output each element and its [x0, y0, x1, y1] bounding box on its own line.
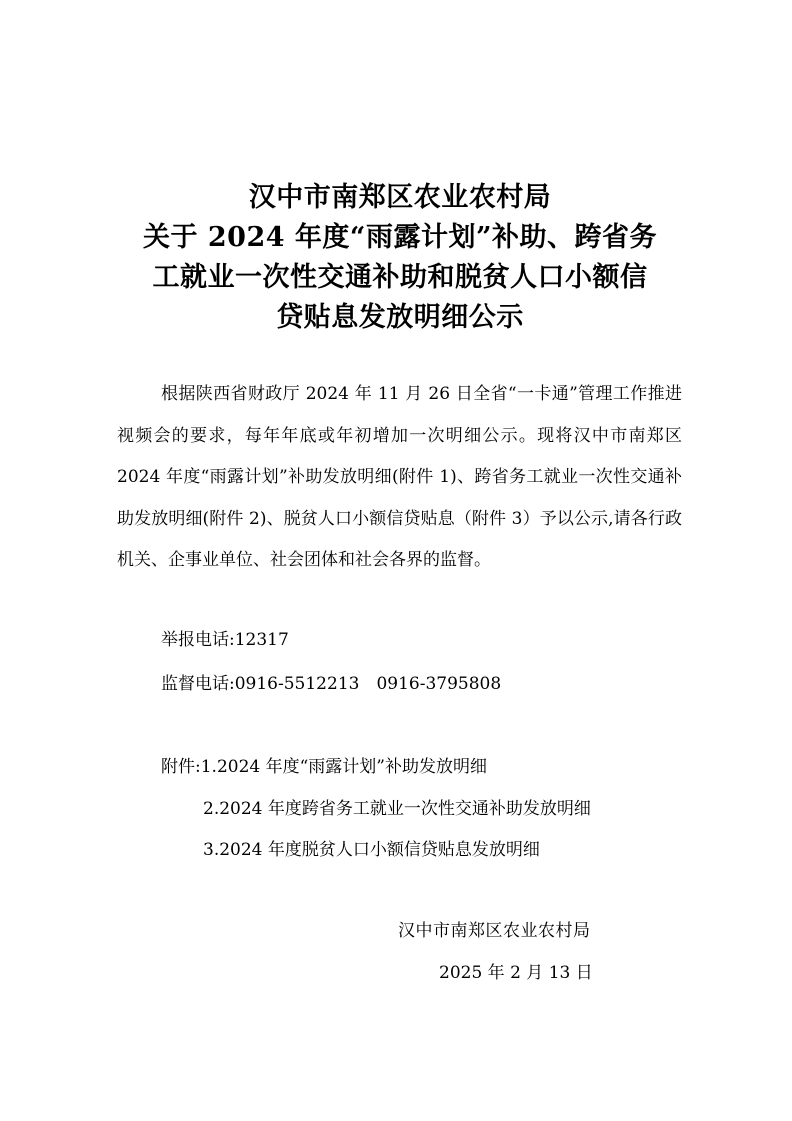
attachment-item-1: 附件:1.2024 年度“雨露计划”补助发放明细: [161, 757, 487, 777]
document-title: [100, 178, 700, 338]
title-line-2: 关于 2024 年度“雨露计划”补助、跨省务: [142, 222, 657, 253]
attachment-item-2: 2.2024 年度跨省务工就业一次性交通补助发放明细: [203, 799, 591, 819]
supervise-phone-line: 监督电话:0916-5512213 0916-3795808: [161, 674, 502, 694]
signature-date: 2025 年 2 月 13 日: [439, 963, 593, 983]
body-section: [117, 374, 682, 582]
report-phone-line: 举报电话:12317: [161, 630, 289, 650]
title-line-3: 工就业一次性交通补助和脱贫人口小额信: [152, 262, 648, 293]
signature-organization: 汉中市南郑区农业农村局: [398, 921, 591, 941]
title-line-4: 贷贴息发放明细公示: [276, 302, 524, 333]
body-paragraph: 根据陕西省财政厅 2024 年 11 月 26 日全省“一卡通”管理工作推进视频会的要求，每年年底或年初增加一次明细公示。现将汉中市南郑区 2024 年度“雨露计划”补助发放明细(附件 1)、跨省务工就业一次性交通补助发放明细(附件 2)、脱贫人口小额信贷贴息（附件 3）予以公示,请各行政机关、企事业单位、社会团体和社会各界的监督。: [117, 384, 682, 570]
attachment-item-3: 3.2024 年度脱贫人口小额信贷贴息发放明细: [203, 840, 540, 860]
title-line-1: 汉中市南郑区农业农村局: [248, 182, 552, 213]
